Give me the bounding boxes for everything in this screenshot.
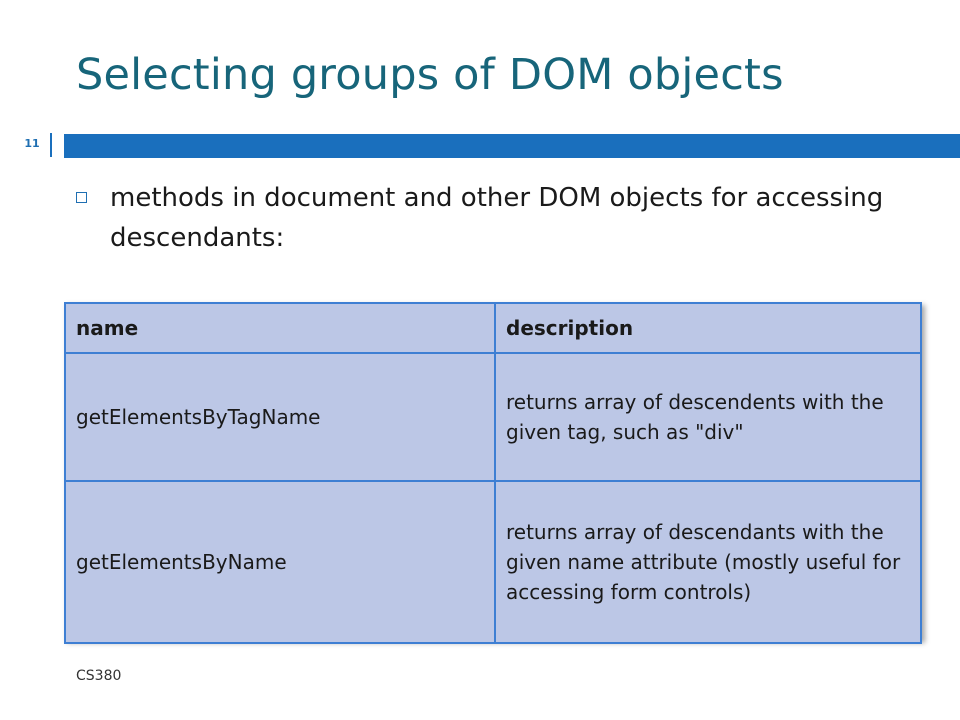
footer-course-code: CS380 — [76, 668, 122, 684]
slide-number: 11 — [24, 137, 40, 150]
slide-title: Selecting groups of DOM objects — [76, 50, 784, 100]
method-name-cell: getElementsByTagName — [65, 353, 495, 481]
table-header-row — [65, 303, 921, 353]
method-description-cell: returns array of descendants with the given name attribute (mostly useful for accessing form controls) — [495, 481, 921, 643]
slide-number-divider — [50, 133, 52, 157]
methods-table — [64, 302, 922, 640]
table-row — [65, 481, 921, 643]
column-header-name: name — [65, 303, 495, 353]
table-row — [65, 353, 921, 481]
column-header-description: description — [495, 303, 921, 353]
title-rule-bar — [64, 134, 960, 158]
bullet-text: methods in document and other DOM objects for accessing descendants: — [110, 183, 884, 253]
method-description-cell: returns array of descendents with the given tag, such as "div" — [495, 353, 921, 481]
square-bullet-icon — [76, 192, 87, 203]
method-name-cell: getElementsByName — [65, 481, 495, 643]
